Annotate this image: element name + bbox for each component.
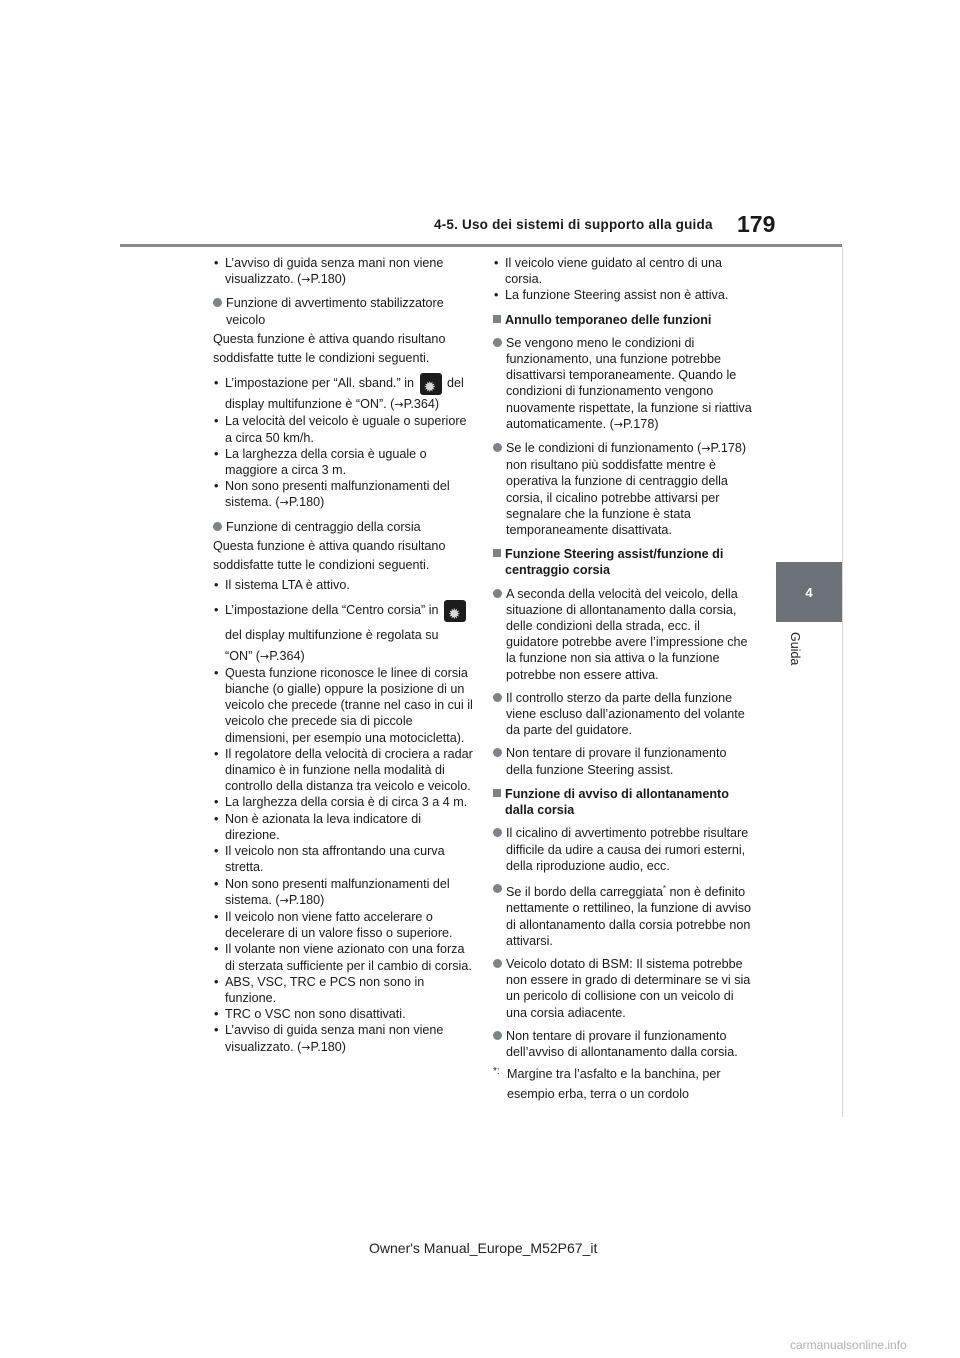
- chapter-tab: 4: [776, 562, 842, 622]
- list-item: • Il volante non viene azionato con una forza di sterzata sufficiente per il cambio di corsia.: [214, 942, 472, 973]
- circle-bullet-icon: [493, 589, 502, 598]
- list-item: • La larghezza della corsia è uguale o maggiore a circa 3 m.: [214, 446, 427, 478]
- list-item: Il cicalino di avvertimento potrebbe risultare difficile da udire a causa dei rumori esterni, della riproduzione audio, ecc.: [493, 825, 755, 874]
- list-item: • L’avviso di guida senza mani non viene visualizzato. (→P.180): [214, 1023, 444, 1054]
- list-item: • La funzione Steering assist non è attiva.: [494, 288, 729, 303]
- paragraph: Questa funzione è attiva quando risultano: [213, 538, 446, 553]
- side-rule: [842, 247, 843, 1117]
- list-item: Se le condizioni di funzionamento (→P.178) non risultano più soddisfatte mentre è operativa la funzione di centraggio della corsia, il cicalino potrebbe attivarsi per segnalare che la funzione è stata temporaneamente disattivata.: [493, 440, 755, 538]
- list-item: Se vengono meno le condizioni di funzionamento, una funzione potrebbe disattivarsi temporaneamente. Quando le condizioni di funzionamento vengono nuovamente rispettate, la funzione si riattiva automaticamente. (→P.178): [493, 335, 755, 433]
- arrow-icon: →: [279, 893, 289, 907]
- list-item: A seconda della velocità del veicolo, della situazione di allontanamento dalla corsia, delle condizioni della strada, ecc. il guidatore potrebbe avere l’impressione che la funzione non sia attiva o la funzione potrebbe non essere attiva.: [493, 586, 755, 683]
- section-heading: Funzione Steering assist/funzione di centraggio corsia: [493, 546, 755, 578]
- circle-bullet-icon: [493, 1031, 502, 1040]
- list-item: • L’avviso di guida senza mani non viene visualizzato. (→P.180): [214, 256, 444, 287]
- footnote-line: esempio erba, terra o un cordolo: [507, 1087, 690, 1102]
- settings-gear-icon: [420, 373, 442, 395]
- circle-bullet-icon: [493, 748, 502, 757]
- right-column: [493, 255, 755, 1103]
- footer-manual-id: Owner's Manual_Europe_M52P67_it: [369, 1240, 598, 1256]
- circle-bullet-icon: [493, 828, 502, 837]
- arrow-icon: →: [301, 273, 311, 287]
- list-item: • Il veicolo non viene fatto accelerare o decelerare di un valore fisso o superiore.: [214, 909, 453, 941]
- list-item: Il controllo sterzo da parte della funzione viene escluso dall’azionamento del volante da parte del guidatore.: [493, 690, 755, 739]
- list-item: Non tentare di provare il funzionamento dell’avviso di allontanamento dalla corsia.: [493, 1028, 755, 1060]
- paragraph: soddisfatte tutte le condizioni seguenti.: [213, 351, 430, 366]
- circle-bullet-icon: [493, 693, 502, 702]
- arrow-icon: →: [259, 649, 270, 663]
- list-item: • Non è azionata la leva indicatore di direzione.: [214, 811, 422, 842]
- list-item-continued: “ON” (→P.364): [225, 648, 305, 663]
- square-bullet-icon: [493, 549, 501, 557]
- list-item: • Il veicolo non sta affrontando una curva stretta.: [214, 844, 445, 875]
- list-item: • Il regolatore della velocità di crociera a radar dinamico è in funzione nella modalità di controllo della distanza tra veicolo e veicolo.: [214, 746, 473, 794]
- footnote-mark: *:: [493, 1066, 500, 1078]
- circle-bullet-icon: [493, 959, 502, 968]
- list-item: • L’impostazione della “Centro corsia” in ✹: [213, 597, 476, 623]
- circle-bullet-icon: [213, 522, 222, 531]
- list-item: Non tentare di provare il funzionamento della funzione Steering assist.: [493, 745, 755, 777]
- arrow-icon: →: [301, 1040, 311, 1054]
- list-item: • Il veicolo viene guidato al centro di una corsia.: [494, 256, 723, 287]
- footnote: [493, 1066, 755, 1102]
- list-item-continued: del display multifunzione è regolata su: [225, 628, 439, 643]
- list-item: • TRC o VSC non sono disattivati.: [214, 1007, 406, 1022]
- list-item: • L’impostazione per “All. sband.” in ✹ del: [213, 370, 476, 396]
- subheading: Funzione di centraggio della corsia: [213, 519, 476, 535]
- list-item: • Non sono presenti malfunzionamenti del sistema. (→P.180): [214, 876, 450, 907]
- settings-gear-icon: [444, 600, 466, 622]
- square-bullet-icon: [493, 789, 501, 797]
- circle-bullet-icon: [213, 298, 222, 307]
- arrow-icon: →: [279, 496, 289, 510]
- page-number: 179: [737, 211, 776, 237]
- list-item: • Il sistema LTA è attivo.: [214, 578, 350, 593]
- header-rule: [120, 244, 842, 247]
- list-item: Se il bordo della carreggiata* non è definito nettamente o rettilineo, la funzione di avviso di allontanamento dalla corsia potrebbe non attivarsi.: [493, 881, 755, 949]
- list-item: Veicolo dotato di BSM: Il sistema potrebbe non essere in grado di determinare se vi sia un pericolo di collisione con un veicolo di una corsia adiacente.: [493, 956, 755, 1021]
- watermark: carmanualsonline.info: [790, 1338, 907, 1352]
- list-item-continued: display multifunzione è “ON”. (→P.364): [225, 397, 440, 412]
- list-item: • Non sono presenti malfunzionamenti del sistema. (→P.180): [214, 479, 450, 510]
- square-bullet-icon: [493, 315, 501, 323]
- footnote-marker: *: [662, 883, 666, 893]
- arrow-icon: →: [394, 398, 404, 412]
- circle-bullet-icon: [493, 443, 502, 452]
- paragraph: soddisfatte tutte le condizioni seguenti.: [213, 558, 430, 573]
- arrow-icon: →: [701, 442, 711, 456]
- section-heading: Annullo temporaneo delle funzioni: [493, 312, 755, 328]
- circle-bullet-icon: [493, 338, 502, 347]
- circle-bullet-icon: [493, 884, 502, 893]
- left-column: [213, 255, 476, 1056]
- chapter-label: Guida: [788, 632, 802, 666]
- subheading: Funzione di avvertimento stabilizzatore veicolo: [213, 295, 476, 327]
- section-heading: Funzione di avviso di allontanamento dalla corsia: [493, 786, 755, 818]
- list-item: • La velocità del veicolo è uguale o superiore a circa 50 km/h.: [214, 414, 467, 445]
- paragraph: Questa funzione è attiva quando risultano: [213, 331, 446, 346]
- list-item: • La larghezza della corsia è di circa 3 a 4 m.: [214, 795, 468, 810]
- arrow-icon: →: [613, 417, 624, 431]
- section-title: 4-5. Uso dei sistemi di supporto alla guida: [434, 217, 713, 232]
- list-item: • Questa funzione riconosce le linee di corsia bianche (o gialle) oppure la posizione di un veicolo che precede (tranne nel caso in cui il veicolo che precede sia di piccole dimensioni, per esempio una motocicletta).: [214, 665, 473, 745]
- footnote-line: Margine tra l’asfalto e la banchina, per: [507, 1067, 721, 1082]
- list-item: • ABS, VSC, TRC e PCS non sono in funzione.: [214, 974, 425, 1005]
